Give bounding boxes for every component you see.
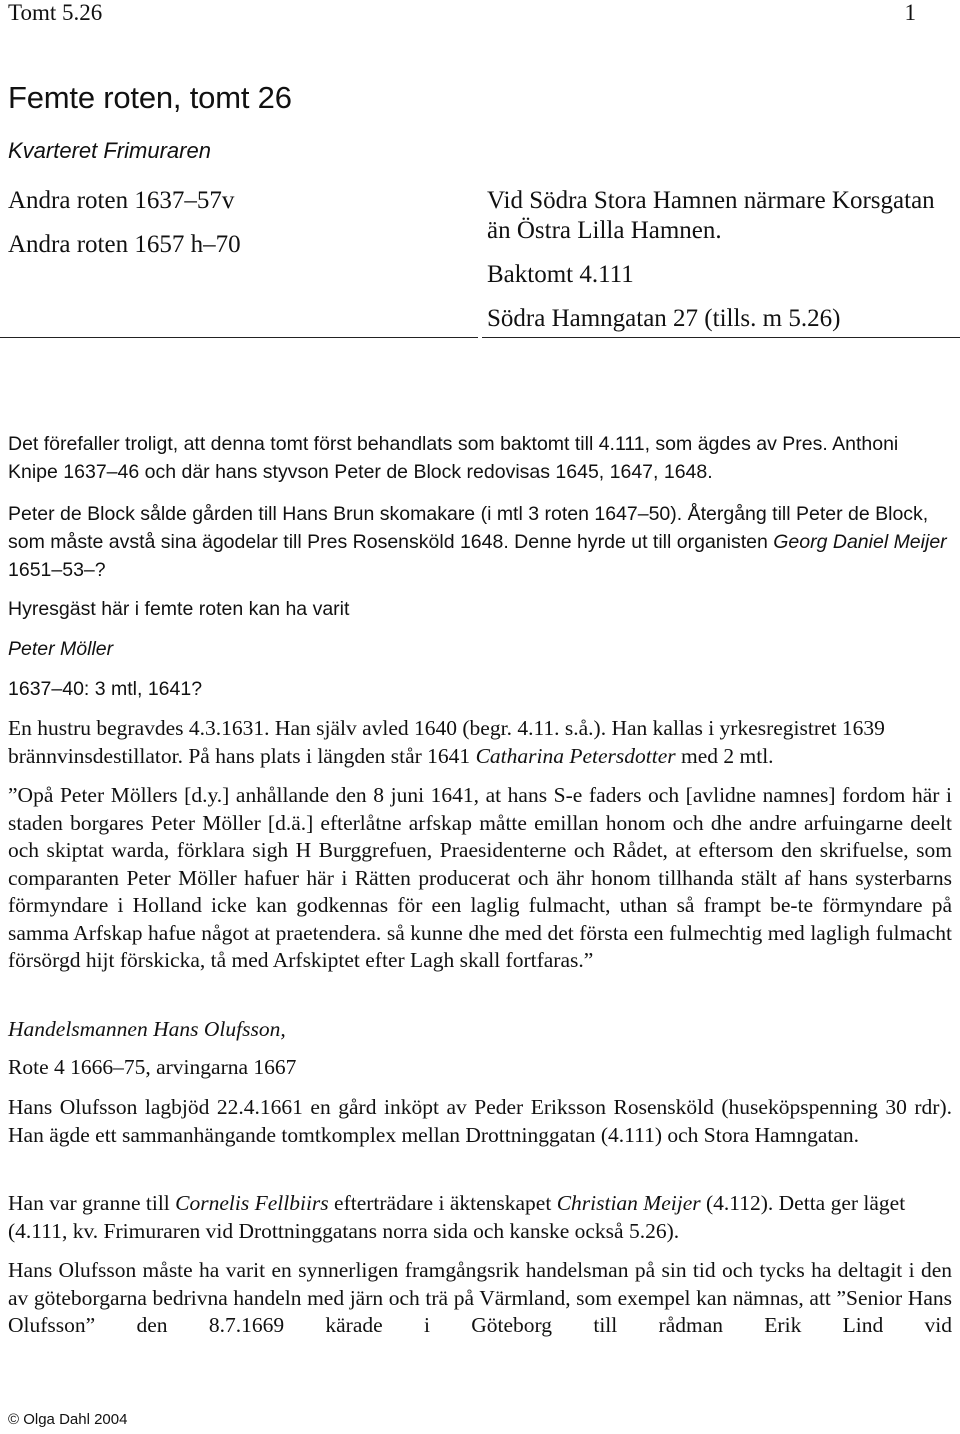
person-name: Cornelis Fellbiirs	[175, 1191, 329, 1215]
tax-roll-column	[8, 186, 474, 274]
intro-paragraph-1: Det förefaller troligt, att denna tomt först behandlats som baktomt till 4.111, som ägdes av Pres. Anthoni Knipe 1637–46 och där hans styvson Peter de Block redovisas 1645, 1647, 1648.	[8, 433, 899, 483]
person-name: Catharina Petersdotter	[475, 743, 676, 768]
olufsson-paragraph-2: Han var granne till Cornelis Fellbiirs efterträdare i äktenskapet Christian Meijer (4.112). Detta ger läget (4.111, kv. Frimuraren vid Drottninggatans norra sida och kanske också 5.26).	[8, 1191, 906, 1243]
street-address: Södra Hamngatan 27 (tills. m 5.26)	[487, 305, 841, 332]
divider-left	[0, 337, 478, 338]
tenant-name: Peter Möller	[8, 638, 114, 660]
tax-roll-line-2: Andra roten 1657 h–70	[8, 231, 241, 258]
running-header: Tomt 5.26	[8, 0, 103, 25]
olufsson-paragraph-3: Hans Olufsson måste ha varit en synnerligen framgångsrik handelsman på sin tid och tycks ha deltagit i den av göteborgarna bedrivna handeln med järn och trä på Värmland, som exempel kan nämnas, att ”Senior Hans Olufsson” den 8.7.1669 kärade i Göteborg till rådman Erik Lind vid	[8, 1258, 952, 1337]
location-description: Vid Södra Stora Hamnen närmare Korsgatan än Östra Lilla Hamnen.	[487, 187, 935, 244]
court-record-quote: ”Opå Peter Möllers [d.y.] anhållande den 8 juni 1641, at hans S-e faders och [avlidne namnes] fordom här i staden borgares Peter Möller [d.ä.] efterlåtne arfskap måtte emillan honom och dhe andre arfuingarne deelt och skiptat warda, förklara sigh H Burggrefuen, Praesidenterne och Rådet, at eftersom den skrifuelse, som comparanten Peter Möller hafuer här i Rätten producerat och ähr honom tillhanda stält af hans systerbarns förmyndare i Holland icke kan godkennas för een laglig fulmacht, uthan så frampt be-te förmyndare på samma Arfskap hafue något at praetendera. så kunne dhe med det första een fulmechtig med lagligh fulmacht försörgd hijt förskicka, tå med Arfskiptet efter Lagh skall fortfaras.”	[8, 783, 952, 972]
divider-right	[482, 337, 960, 338]
olufsson-paragraph-1: Hans Olufsson lagbjöd 22.4.1661 en gård inköpt av Peder Eriksson Rosensköld (huseköpspenning 30 rdr). Han ägde ett sammanhängande tomtkomplex mellan Drottninggatan (4.111) och Stora Hamngatan.	[8, 1095, 952, 1147]
tax-roll-line-1: Andra roten 1637–57v	[8, 187, 235, 214]
person-name: Christian Meijer	[556, 1191, 701, 1215]
intro-paragraph-3: Hyresgäst här i femte roten kan ha varit	[8, 598, 350, 620]
moller-paragraph: En hustru begravdes 4.3.1631. Han själv avled 1640 (begr. 4.11. s.å.). Han kallas i yrkesregistret 1639 brännvinsdestillator. På hans plats i längden står 1641 Catharina Petersdotter med 2 mtl.	[8, 716, 885, 768]
tenant-tax-record: 1637–40: 3 mtl, 1641?	[8, 678, 203, 700]
intro-paragraph-2: Peter de Block sålde gården till Hans Brun skomakare (i mtl 3 roten 1647–50). Återgång till Peter de Block, som måste avstå sina ägodelar till Pres Rosensköld 1648. Denne hyrde ut till organisten Georg Daniel Meijer 1651–53–?	[8, 503, 947, 581]
location-column	[487, 186, 957, 348]
copyright-footer: © Olga Dahl 2004	[8, 1411, 128, 1428]
block-name: Kvarteret Frimuraren	[8, 138, 211, 163]
page-title: Femte roten, tomt 26	[8, 80, 292, 115]
backplot-reference: Baktomt 4.111	[487, 261, 634, 288]
person-name: Georg Daniel Meijer	[773, 531, 947, 553]
olufsson-tax-record: Rote 4 1666–75, arvingarna 1667	[8, 1055, 297, 1079]
page-number: 1	[904, 0, 916, 25]
olufsson-heading: Handelsmannen Hans Olufsson,	[8, 1017, 286, 1041]
